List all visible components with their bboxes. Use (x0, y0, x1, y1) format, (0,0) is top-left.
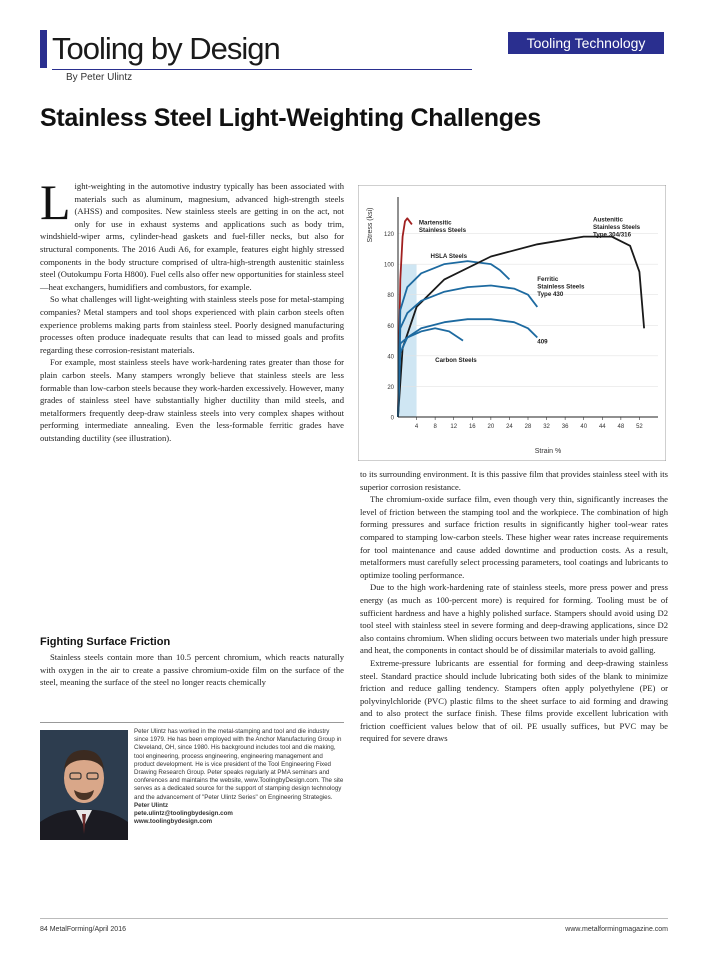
x-tick-label: 28 (524, 424, 532, 430)
x-tick-label: 32 (543, 424, 550, 430)
y-tick-label: 120 (383, 232, 394, 239)
curve-label-line: Type 304/316 (593, 231, 632, 239)
curve-label (537, 339, 548, 346)
paragraph: For example, most stainless steels have work-hardening rates greater than those for plain carbon steels. Many stampers wrongly believe that stainless steels are less formable than low-carbon steels because they work-harden excessively. However, many grades of stainless steel have substantially higher ductility than mild steels, and metalformers frequently deep-draw stainless steels into very complex shapes without performing intermediate annealing. Even the less-formable ferritic grades have outstanding ductility (see illustration). (40, 357, 344, 443)
x-tick-label: 44 (598, 424, 606, 430)
curve-label-line: Martensitic (418, 219, 452, 227)
header-rule (52, 69, 472, 70)
byline: By Peter Ulintz (66, 72, 133, 83)
curve-label-line: Stainless Steels (537, 283, 585, 291)
stress-strain-chart (358, 185, 666, 461)
left-column-continued (40, 651, 344, 689)
left-column (40, 174, 344, 444)
x-tick-label: 24 (506, 424, 513, 430)
y-tick-label: 20 (387, 384, 394, 391)
y-tick-label: 80 (387, 293, 394, 300)
paragraph: Due to the high work-hardening rate of stainless steels, more press power and press energy (as much as 100-percent more) is required for forming. Tooling must be of sufficient hardness and have a highly polished surface. Stampers should avoid using D2 tool steel with stainless steel in severe forming and deep-drawing applications, since D2 also contains chromium. When sliding occurs between two materials under high pressure and heat, the components in contact should be of dissimilar materials to avoid galling. (360, 582, 668, 656)
x-tick-label: 40 (580, 424, 588, 430)
y-axis-label: Stress (ksi) (367, 207, 374, 243)
footer-folio: 84 MetalForming/April 2016 (40, 926, 126, 933)
x-tick-label: 52 (636, 424, 643, 430)
subheading: Fighting Surface Friction (40, 636, 171, 648)
paragraph: So what challenges will light-weighting with stainless steels pose for metal-stamping companies? Metal stampers and tool shops experienced with plain carbon steels often experience problems making parts from stainless steel. Poorly designed manufacturing processes often produce inadequate results that can lead to missed goals and profits regarding these corrosion-resistant materials. (40, 294, 344, 355)
paragraph: Stainless steels contain more than 10.5 percent chromium, which reacts naturally with oxygen in the air to create a passive chromium-oxide film on the surface of the steel, meaning the surface of the steel no longer reacts chemically (40, 652, 344, 688)
x-tick-label: 12 (450, 424, 458, 430)
footer-url: www.metalformingmagazine.com (565, 926, 668, 933)
curve-label-line: Type 430 (537, 290, 564, 298)
x-tick-label: 16 (468, 424, 476, 430)
author-bio (134, 728, 344, 826)
chart-svg (358, 185, 666, 461)
paragraph: Extreme-pressure lubricants are essential for forming and deep-drawing stainless steel. Standard practice should include lubricating both sides of the blank to minimize friction and reduce galling tendency. Stampers often apply polyethylene (PE) or polyvinylchloride (PVC) plastic films to the sheet surface to aid forming and drawing and to also protect the surface finish. These films provide excellent lubrication with friction coefficient values below that of oil. PE usually suffices, but PVC may be required for severe draws (360, 657, 668, 744)
header-accent-bar (40, 30, 47, 68)
y-tick-label: 0 (390, 415, 394, 422)
curve-label-line: 409 (537, 338, 548, 346)
x-tick-label: 20 (487, 424, 495, 430)
x-tick-label: 48 (617, 424, 625, 430)
x-tick-label: 8 (433, 424, 437, 430)
section-title: Tooling by Design (52, 31, 280, 66)
x-tick-label: 36 (561, 424, 569, 430)
drop-cap: L (40, 174, 71, 230)
section-tag: Tooling Technology (508, 32, 664, 54)
y-tick-label: 100 (383, 262, 394, 269)
paragraph: ight-weighting in the automotive industry typically has been associated with materials such as aluminum, magnesium, advanced high-strength steels (AHSS) and composites. New stainless steels are getting in on the act, not only for use in exhaust systems and applications such as body trim, windshield-wiper arms, cylinder-head gaskets and fuel-filler necks, but also for structural components. The 2016 Audi A6, for example, features eight highly stressed components in the body structure comprised of ultra-high-strength austenitic stainless steel (Outokumpu Forta H800). Fuel cells also offer new opportunities for stainless steel—heat exchangers, humidifiers and combustors, for example. (40, 181, 344, 292)
bio-name: Peter Ulintz (134, 801, 169, 809)
curve-label (431, 253, 468, 260)
article-headline: Stainless Steel Light-Weighting Challenges (40, 104, 541, 132)
y-tick-label: 40 (387, 354, 394, 361)
y-tick-label: 60 (387, 323, 394, 330)
bio-divider (40, 722, 344, 723)
curve-label-line: HSLA Steels (430, 253, 468, 261)
bio-text: Peter Ulintz has worked in the metal-stamping and tool and die industry since 1979. He has been employed with the Anchor Manufacturing Group in Cleveland, OH, since 1980. His background includes tool and die making, tool engineering, process engineering, engineering management and product development. He is vice president of the Tool Engineering Fixed Drawing Research Group. Peter speaks regularly at PMA seminars and conferences and maintains the website, www.ToolingbyDesign.com. The site serves as a dedicated source for the support of stamping design technology and the advancement of "Peter Ulintz Series" on Engineering Strategies. (134, 728, 344, 801)
right-column (360, 468, 668, 745)
curve-label-line: Stainless Steels (593, 223, 641, 231)
bio-email: pete.ulintz@toolingbydesign.com (134, 810, 233, 818)
footer-rule (40, 918, 668, 919)
x-tick-label: 4 (414, 424, 419, 430)
paragraph: to its surrounding environment. It is this passive film that provides stainless steel with its superior corrosion resistance. (360, 469, 668, 492)
author-photo (40, 730, 128, 840)
curve-label (435, 357, 477, 364)
curve-label-line: Austenitic (593, 216, 623, 224)
paragraph: The chromium-oxide surface film, even though very thin, significantly increases the level of friction between the stamping tool and the workpiece. The combination of high forming pressures and surface friction results in significantly higher tool-wear rates compared to stamping low-carbon steels. These higher wear rates increase requirements for tool maintenance and cause added downtime and production costs. As a result, metalformers must carefully select processing parameters, tool coatings and lubricants to optimize tooling performance. (360, 494, 668, 580)
bio-website: www.toolingbydesign.com (134, 818, 213, 826)
x-axis-label: Strain % (534, 448, 562, 455)
curve-label-line: Carbon Steels (435, 356, 477, 364)
curve-label-line: Stainless Steels (418, 226, 467, 234)
curve-label-line: Ferritic (537, 275, 559, 283)
